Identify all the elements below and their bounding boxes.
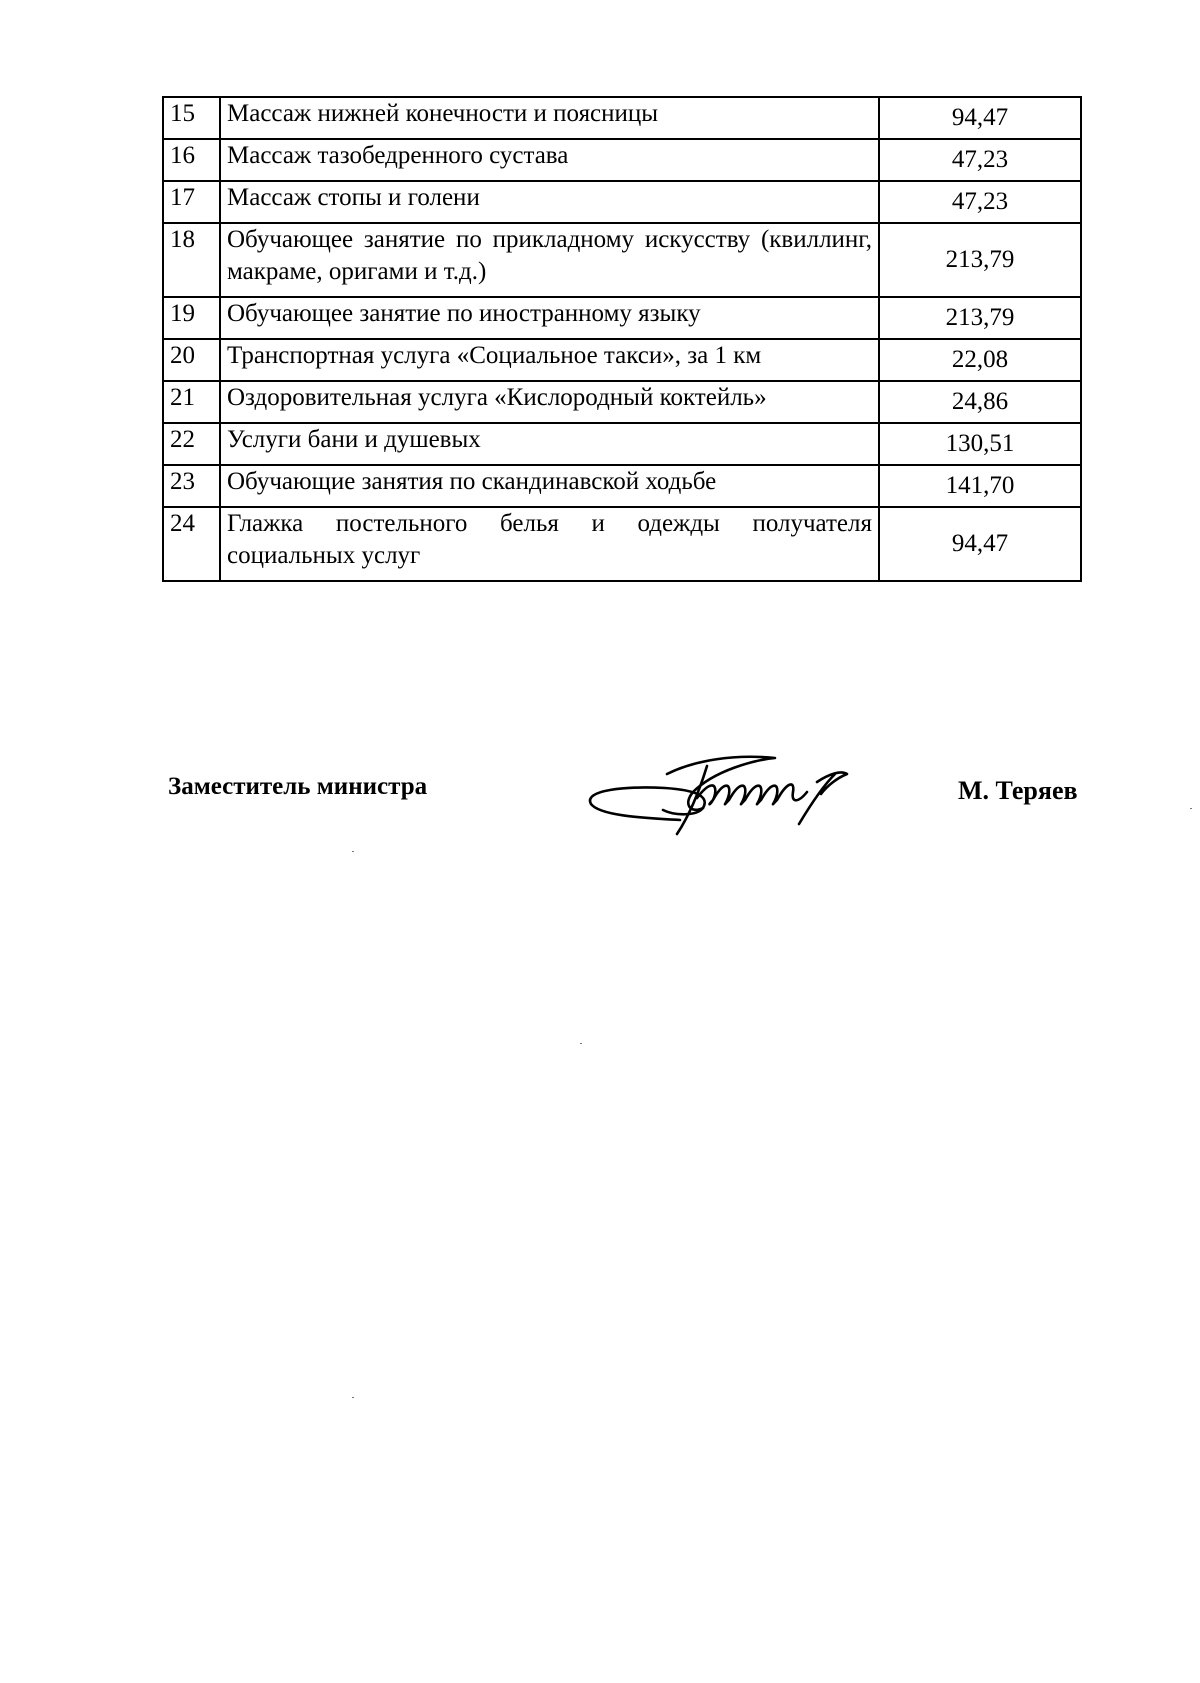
- table-row: [163, 339, 1081, 381]
- table-row: [163, 181, 1081, 223]
- row-number: 21: [163, 381, 220, 423]
- signatory-position: Заместитель министра: [168, 773, 428, 800]
- row-number: 17: [163, 181, 220, 223]
- service-price: 47,23: [879, 139, 1081, 181]
- service-name: Массаж нижней конечности и поясницы: [220, 97, 879, 139]
- table-row: [163, 97, 1081, 139]
- service-name: Оздоровительная услуга «Кислородный коктейль»: [220, 381, 879, 423]
- scan-speck: [580, 1043, 582, 1044]
- service-name: Транспортная услуга «Социальное такси», за 1 км: [220, 339, 879, 381]
- scan-speck: [1190, 808, 1192, 809]
- service-name: Обучающее занятие по прикладному искусству (квиллинг, макраме, оригами и т.д.): [220, 223, 879, 297]
- table-row: [163, 381, 1081, 423]
- service-price: 94,47: [879, 97, 1081, 139]
- row-number: 15: [163, 97, 220, 139]
- table-row: [163, 297, 1081, 339]
- service-name: Обучающие занятия по скандинавской ходьбе: [220, 465, 879, 507]
- service-price: 213,79: [879, 223, 1081, 297]
- service-price: 213,79: [879, 297, 1081, 339]
- service-name: Массаж стопы и голени: [220, 181, 879, 223]
- service-price: 24,86: [879, 381, 1081, 423]
- row-number: 19: [163, 297, 220, 339]
- service-name: Массаж тазобедренного сустава: [220, 139, 879, 181]
- scan-speck: [352, 1397, 354, 1398]
- signatory-name: М. Теряев: [958, 776, 1078, 805]
- table-row: [163, 507, 1081, 581]
- service-price: 22,08: [879, 339, 1081, 381]
- service-name: Обучающее занятие по иностранному языку: [220, 297, 879, 339]
- service-price: 47,23: [879, 181, 1081, 223]
- table-row: [163, 465, 1081, 507]
- service-price: 130,51: [879, 423, 1081, 465]
- services-price-table: [162, 96, 1082, 582]
- row-number: 18: [163, 223, 220, 297]
- row-number: 23: [163, 465, 220, 507]
- row-number: 16: [163, 139, 220, 181]
- table-row: [163, 139, 1081, 181]
- row-number: 24: [163, 507, 220, 581]
- row-number: 22: [163, 423, 220, 465]
- service-price: 94,47: [879, 507, 1081, 581]
- service-name: Услуги бани и душевых: [220, 423, 879, 465]
- scan-speck: [352, 851, 354, 852]
- service-price: 141,70: [879, 465, 1081, 507]
- handwritten-signature-icon: [585, 752, 905, 852]
- service-name: Глажка постельного белья и одежды получателя социальных услуг: [220, 507, 879, 581]
- row-number: 20: [163, 339, 220, 381]
- table-row: [163, 223, 1081, 297]
- table-row: [163, 423, 1081, 465]
